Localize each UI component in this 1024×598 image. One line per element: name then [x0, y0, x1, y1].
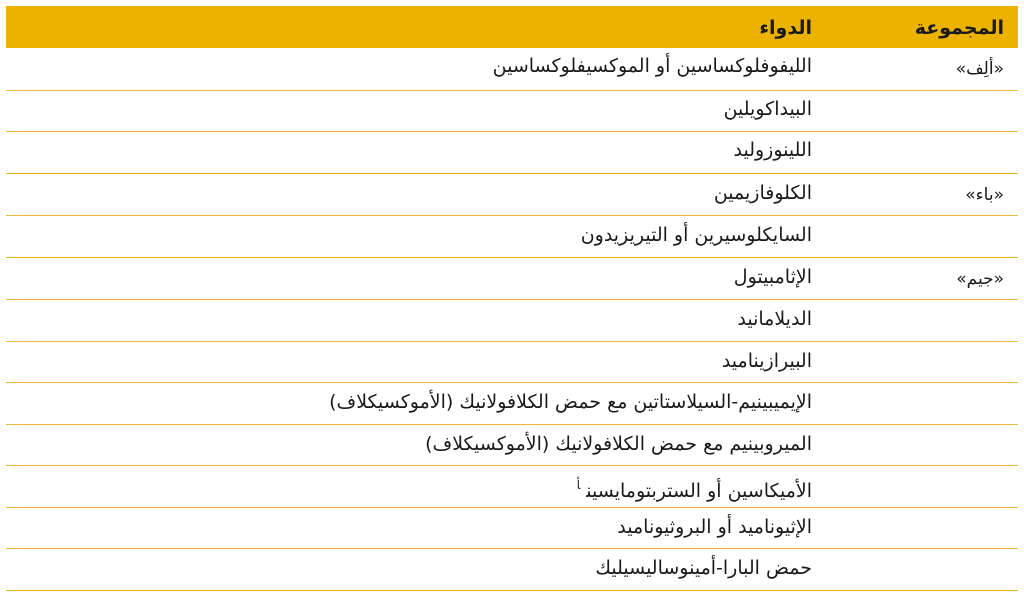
drug-name: السايكلوسيرين أو التيريزيدون [580, 224, 812, 246]
header-drug: الدواء [759, 17, 812, 39]
drug-name: حمض البارا-أمينوساليسيليك [595, 557, 812, 579]
group-alif [6, 48, 1018, 174]
table-row [6, 215, 1018, 257]
drug-name: الليفوفلوكساسين أو الموكسيفلوكساسين [492, 55, 812, 77]
group-label: «ألِف» [955, 59, 1004, 79]
drug-name: الكلوفازيمين [713, 181, 812, 204]
drug-name: الإيميبينيم-السيلاستاتين مع حمض الكلافولانيك (الأموكسيكلاف) [329, 391, 812, 413]
drug-name: الإثامبيتول [733, 265, 812, 288]
drug-groups-table [6, 6, 1018, 591]
header-group: المجموعة [914, 17, 1004, 39]
table-row [6, 299, 1018, 341]
group-baa [6, 174, 1018, 258]
table-row [6, 507, 1018, 549]
table-row [6, 90, 1018, 132]
table-row [6, 258, 1018, 300]
table-row [6, 465, 1018, 507]
group-jeem [6, 258, 1018, 591]
table-row [6, 341, 1018, 383]
table-row [6, 48, 1018, 90]
table-row [6, 382, 1018, 424]
drug-name: البيداكويلين [723, 97, 812, 120]
drug-name: الديلامانيد [737, 308, 812, 330]
drug-name: الإثيوناميد أو البروثيوناميد [617, 515, 812, 538]
table-row [6, 424, 1018, 466]
drug-name: البيرازيناميد [721, 349, 812, 372]
table-row [6, 174, 1018, 216]
table-header [6, 6, 1018, 48]
table-row [6, 548, 1018, 590]
drug-name: الأميكاسين أو الستربتومايسين$^أ$ [576, 478, 812, 502]
table-row [6, 131, 1018, 173]
footnote-marker: أ [576, 478, 581, 492]
group-label: «باء» [965, 184, 1004, 205]
group-label: «جيم» [956, 268, 1004, 289]
drug-name: الميروبينيم مع حمض الكلافولانيك (الأموكسيكلاف) [425, 432, 812, 455]
drug-name: اللينوزوليد [733, 139, 812, 161]
